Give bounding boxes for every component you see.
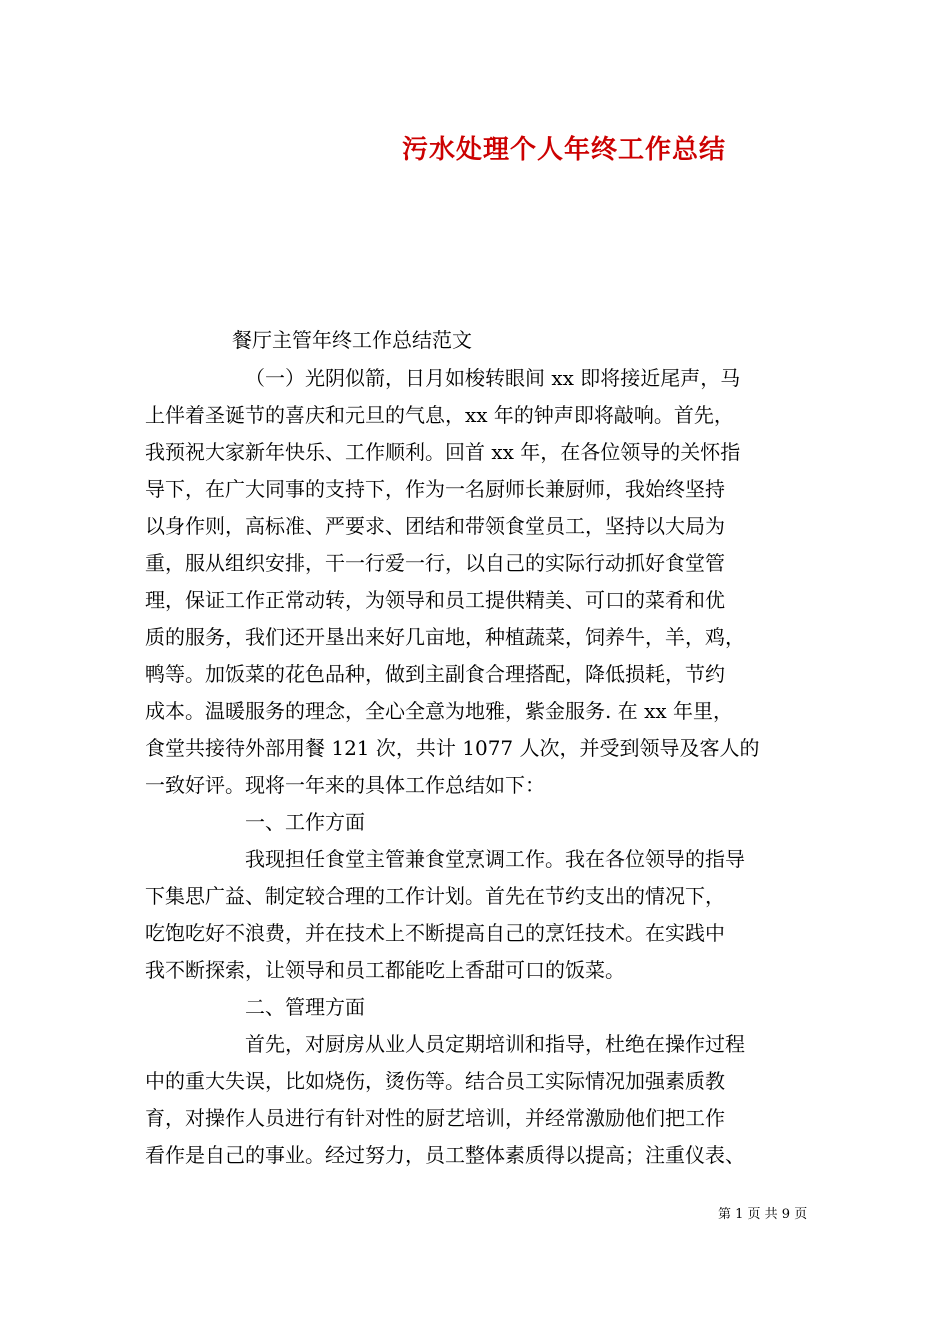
- text-line-22: 看作是自己的事业。经过努力，员工整体素质得以提高；注重仪表、: [145, 1143, 745, 1167]
- section-heading-management: 二、管理方面: [245, 995, 365, 1019]
- text-line-19: 首先，对厨房从业人员定期培训和指导，杜绝在操作过程: [245, 1032, 745, 1056]
- text-line-9: 鸭等。加饭菜的花色品种，做到主副食合理搭配，降低损耗，节约: [145, 662, 725, 686]
- text-line-5: 以身作则，高标准、严要求、团结和带领食堂员工，坚持以大局为: [145, 514, 725, 538]
- section-heading-work: 一、工作方面: [245, 810, 365, 834]
- document-title: 污水处理个人年终工作总结: [401, 135, 726, 165]
- text-line-4: 导下，在广大同事的支持下，作为一名厨师长兼厨师，我始终坚持: [145, 477, 725, 501]
- text-line-16: 吃饱吃好不浪费，并在技术上不断提高自己的烹饪技术。在实践中: [145, 921, 725, 945]
- text-line-10: 成本。温暖服务的理念，全心全意为地雅，紫金服务. 在 xx 年里，: [145, 699, 733, 723]
- text-line-12: 一致好评。现将一年来的具体工作总结如下：: [145, 773, 545, 797]
- text-line-14: 我现担任食堂主管兼食堂烹调工作。我在各位领导的指导: [245, 847, 745, 871]
- text-line-7: 理，保证工作正常动转，为领导和员工提供精美、可口的菜肴和优: [145, 588, 725, 612]
- text-line-1: （一）光阴似箭，日月如梭转眼间 xx 即将接近尾声，马: [245, 366, 741, 390]
- text-line-21: 育，对操作人员进行有针对性的厨艺培训，并经常激励他们把工作: [145, 1106, 725, 1130]
- text-line-3: 我预祝大家新年快乐、工作顺利。回首 xx 年，在各位领导的关怀指: [145, 440, 741, 464]
- text-line-15: 下集思广益、制定较合理的工作计划。首先在节约支出的情况下，: [145, 884, 725, 908]
- text-line-17: 我不断探索，让领导和员工都能吃上香甜可口的饭菜。: [145, 958, 625, 982]
- document-subtitle: 餐厅主管年终工作总结范文: [232, 328, 472, 352]
- text-line-20: 中的重大失误，比如烧伤，烫伤等。结合员工实际情况加强素质教: [145, 1069, 725, 1093]
- page-number: 第 1 页 共 9 页: [718, 1207, 808, 1222]
- text-line-2: 上伴着圣诞节的喜庆和元旦的气息，xx 年的钟声即将敲响。首先，: [145, 403, 734, 427]
- text-line-11: 食堂共接待外部用餐 121 次，共计 1077 人次，并受到领导及客人的: [145, 736, 760, 760]
- text-line-8: 质的服务，我们还开垦出来好几亩地，种植蔬菜，饲养牛，羊，鸡，: [145, 625, 745, 649]
- text-line-6: 重，服从组织安排，干一行爱一行，以自己的实际行动抓好食堂管: [145, 551, 725, 575]
